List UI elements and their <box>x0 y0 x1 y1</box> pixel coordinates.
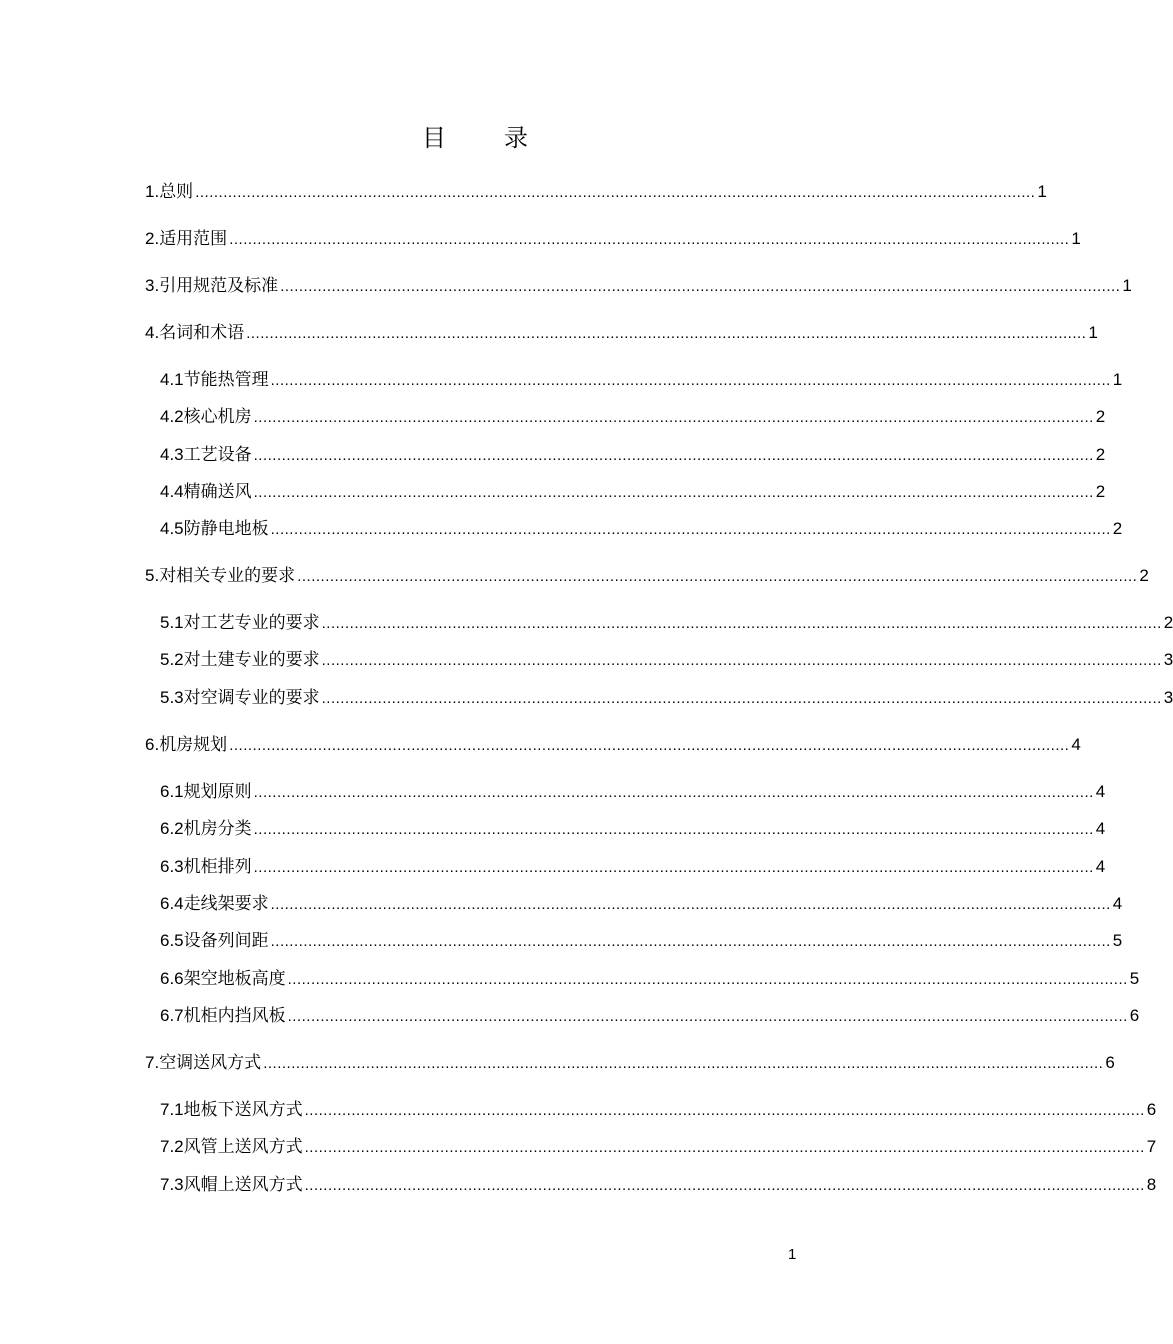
toc-entry-label: 名词和术语 <box>159 323 245 343</box>
toc-entry-number: 7. <box>145 1053 160 1072</box>
toc-entry-label: 风帽上送风方式 <box>183 1175 303 1195</box>
toc-entry-label: 架空地板高度 <box>183 969 286 989</box>
toc-dot-leader: .................................................................................................................................................................................... <box>253 821 1094 838</box>
toc-entry-page: 3 <box>1163 650 1173 669</box>
toc-dot-leader: .................................................................................................................................................................................... <box>321 652 1162 669</box>
toc-entry-number: 6.2 <box>160 819 184 838</box>
toc-entry-page: 2 <box>1095 407 1106 426</box>
toc-entry[interactable] <box>160 1098 1157 1122</box>
toc-dot-leader: .................................................................................................................................................................................... <box>229 737 1070 754</box>
toc-dot-leader: .................................................................................................................................................................................... <box>304 1102 1145 1119</box>
toc-entry[interactable] <box>145 733 1081 757</box>
toc-entry[interactable] <box>145 180 1047 204</box>
toc-title-char-2: 录 <box>504 124 528 152</box>
toc-entry-label: 工艺设备 <box>183 445 252 465</box>
toc-entry[interactable] <box>160 443 1106 467</box>
toc-entry-number: 7.2 <box>160 1137 184 1156</box>
toc-entry-page: 6 <box>1146 1100 1157 1119</box>
toc-entry-label: 对空调专业的要求 <box>183 688 320 708</box>
toc-entry-number: 6. <box>145 735 160 754</box>
toc-entry-number: 4.3 <box>160 445 184 464</box>
toc-entry[interactable] <box>145 274 1132 298</box>
toc-entry-page: 8 <box>1146 1175 1157 1194</box>
toc-entry-page: 4 <box>1095 782 1106 801</box>
toc-entry-number: 6.3 <box>160 857 184 876</box>
toc-title-char-1: 目 <box>422 124 446 152</box>
toc-entry-number: 5. <box>145 566 160 585</box>
toc-entry-page: 4 <box>1071 735 1081 754</box>
toc-entry-number: 6.6 <box>160 969 184 988</box>
toc-entry-label: 对工艺专业的要求 <box>183 613 320 633</box>
toc-dot-leader: .................................................................................................................................................................................... <box>287 971 1128 988</box>
toc-entry-label: 节能热管理 <box>183 370 269 390</box>
toc-entry-number: 4.2 <box>160 407 184 426</box>
toc-entry-label: 防静电地板 <box>183 519 269 539</box>
toc-entry-label: 走线架要求 <box>183 894 269 914</box>
toc-entry-number: 1. <box>145 182 160 201</box>
toc-dot-leader: .................................................................................................................................................................................... <box>263 1055 1104 1072</box>
toc-dot-leader: .................................................................................................................................................................................... <box>297 568 1138 585</box>
toc-entry-number: 4.4 <box>160 482 184 501</box>
toc-entry-page: 5 <box>1112 931 1123 950</box>
toc-entry-number: 5.1 <box>160 613 184 632</box>
toc-entry-page: 2 <box>1163 613 1173 632</box>
toc-entry-label: 地板下送风方式 <box>183 1100 303 1120</box>
toc-entry[interactable] <box>160 967 1140 991</box>
toc-entry[interactable] <box>160 929 1123 953</box>
toc-entry-label: 对土建专业的要求 <box>183 650 320 670</box>
toc-entry-page: 7 <box>1146 1137 1157 1156</box>
toc-entry-label: 引用规范及标准 <box>159 276 279 296</box>
toc-entry-label: 核心机房 <box>183 407 252 427</box>
toc-entry-label: 风管上送风方式 <box>183 1137 303 1157</box>
toc-entry-number: 7.1 <box>160 1100 184 1119</box>
toc-entry[interactable] <box>160 480 1106 504</box>
toc-dot-leader: .................................................................................................................................................................................... <box>246 325 1087 342</box>
toc-entry-label: 机柜排列 <box>183 857 252 877</box>
toc-entry-page: 6 <box>1105 1053 1115 1072</box>
toc-dot-leader: .................................................................................................................................................................................... <box>195 184 1036 201</box>
toc-entry-page: 2 <box>1095 445 1106 464</box>
toc-entry[interactable] <box>160 1135 1157 1159</box>
toc-entry-label: 对相关专业的要求 <box>159 566 296 586</box>
toc-entry-label: 精确送风 <box>183 482 252 502</box>
toc-entry-page: 1 <box>1037 182 1047 201</box>
toc-dot-leader: .................................................................................................................................................................................... <box>321 690 1162 707</box>
toc-entry-page: 4 <box>1095 857 1106 876</box>
toc-entry[interactable] <box>145 321 1098 345</box>
toc-entry[interactable] <box>160 780 1106 804</box>
toc-dot-leader: .................................................................................................................................................................................... <box>287 1008 1128 1025</box>
toc-dot-leader: .................................................................................................................................................................................... <box>270 372 1111 389</box>
toc-entry-page: 2 <box>1095 482 1106 501</box>
toc-entry[interactable] <box>160 405 1106 429</box>
toc-dot-leader: .................................................................................................................................................................................... <box>280 278 1121 295</box>
toc-entry[interactable] <box>160 686 1173 710</box>
toc-entry-number: 6.1 <box>160 782 184 801</box>
toc-entry-number: 7.3 <box>160 1175 184 1194</box>
toc-entry-number: 6.7 <box>160 1006 184 1025</box>
toc-dot-leader: .................................................................................................................................................................................... <box>253 784 1094 801</box>
toc-entry-number: 4. <box>145 323 160 342</box>
toc-dot-leader: .................................................................................................................................................................................... <box>270 933 1111 950</box>
toc-dot-leader: .................................................................................................................................................................................... <box>270 896 1111 913</box>
toc-entry-number: 5.3 <box>160 688 184 707</box>
toc-entry-number: 5.2 <box>160 650 184 669</box>
toc-entry-label: 空调送风方式 <box>159 1053 262 1073</box>
toc-entry[interactable] <box>160 1173 1157 1197</box>
toc-entry-number: 3. <box>145 276 160 295</box>
toc-entry-number: 4.1 <box>160 370 184 389</box>
toc-entry-page: 1 <box>1071 229 1081 248</box>
toc-entry[interactable] <box>160 368 1123 392</box>
toc-entry-page: 4 <box>1112 894 1123 913</box>
toc-title <box>0 118 950 153</box>
toc-dot-leader: .................................................................................................................................................................................... <box>321 615 1162 632</box>
toc-dot-leader: .................................................................................................................................................................................... <box>270 521 1111 538</box>
toc-entry[interactable] <box>160 1004 1140 1028</box>
toc-entry-page: 1 <box>1112 370 1123 389</box>
toc-entry[interactable] <box>145 564 1149 588</box>
toc-entry-page: 2 <box>1139 566 1149 585</box>
toc-entry-number: 6.4 <box>160 894 184 913</box>
toc-entry-label: 机房规划 <box>159 735 228 755</box>
toc-dot-leader: .................................................................................................................................................................................... <box>304 1139 1145 1156</box>
toc-dot-leader: .................................................................................................................................................................................... <box>253 484 1094 501</box>
toc-entry-page: 1 <box>1088 323 1098 342</box>
toc-entry-label: 规划原则 <box>183 782 252 802</box>
toc-entry-page: 2 <box>1112 519 1123 538</box>
page-number: 1 <box>788 1246 797 1263</box>
toc-entry[interactable] <box>160 892 1123 916</box>
toc-entry-page: 6 <box>1129 1006 1140 1025</box>
toc-entry-number: 2. <box>145 229 160 248</box>
toc-entry-number: 4.5 <box>160 519 184 538</box>
toc-entry[interactable] <box>160 517 1123 541</box>
toc-entry[interactable] <box>160 855 1106 879</box>
toc-dot-leader: .................................................................................................................................................................................... <box>229 231 1070 248</box>
toc-entry-page: 5 <box>1129 969 1140 988</box>
toc-entry-page: 1 <box>1122 276 1132 295</box>
toc-entry[interactable] <box>160 611 1173 635</box>
toc-entry-number: 6.5 <box>160 931 184 950</box>
toc-entry-label: 总则 <box>159 182 194 202</box>
toc-dot-leader: .................................................................................................................................................................................... <box>253 409 1094 426</box>
toc-dot-leader: .................................................................................................................................................................................... <box>304 1177 1145 1194</box>
toc-entry-label: 机房分类 <box>183 819 252 839</box>
toc-entry[interactable] <box>145 1051 1115 1075</box>
toc-entry-page: 3 <box>1163 688 1173 707</box>
toc-entry-label: 机柜内挡风板 <box>183 1006 286 1026</box>
toc-entry[interactable] <box>160 648 1173 672</box>
toc-entry-label: 适用范围 <box>159 229 228 249</box>
toc-dot-leader: .................................................................................................................................................................................... <box>253 859 1094 876</box>
toc-entry[interactable] <box>160 817 1106 841</box>
toc-entry[interactable] <box>145 227 1081 251</box>
toc-entry-page: 4 <box>1095 819 1106 838</box>
toc-entry-label: 设备列间距 <box>183 931 269 951</box>
toc-dot-leader: .................................................................................................................................................................................... <box>253 447 1094 464</box>
